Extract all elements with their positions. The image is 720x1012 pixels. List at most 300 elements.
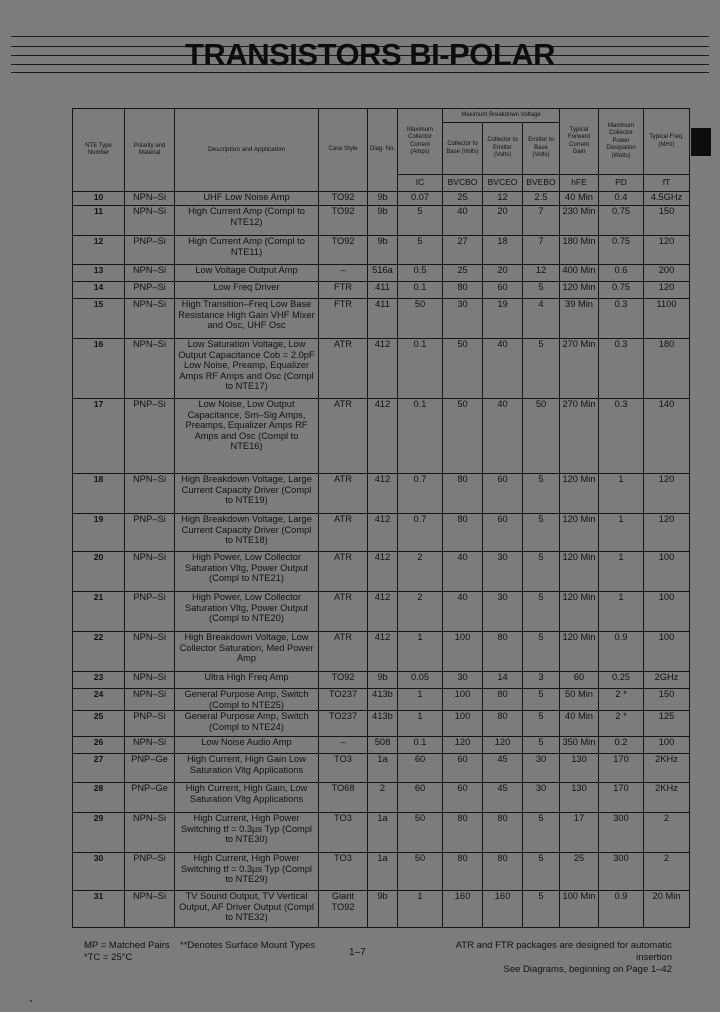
cell-bvceo: 80 [483, 813, 523, 853]
cell-desc: Low Noise, Low Output Capacitance, Sm–Sig Amps, Preamps, Equalizer Amps RF Amps and Osc (Compl to NTE16) [175, 399, 319, 474]
cell-pd: 1 [599, 592, 644, 632]
cell-hfe: 17 [560, 813, 599, 853]
cell-bvebo: 5 [523, 552, 560, 592]
cell-case: ATR [319, 514, 368, 552]
cell-ft: 200 [644, 265, 690, 282]
cell-bvebo: 5 [523, 282, 560, 299]
cell-pd: 0.75 [599, 236, 644, 265]
cell-hfe: 350 Min [560, 737, 599, 754]
cell-bvceo: 80 [483, 689, 523, 711]
cell-pd: 0.75 [599, 282, 644, 299]
cell-nte: 17 [73, 399, 125, 474]
cell-bvceo: 60 [483, 514, 523, 552]
cell-ic: 0.1 [398, 282, 443, 299]
cell-bvebo: 30 [523, 783, 560, 813]
cell-bvcbo: 50 [443, 339, 483, 399]
cell-pol: PNP–Si [125, 236, 175, 265]
cell-pol: NPN–Si [125, 265, 175, 282]
cell-case: TO3 [319, 754, 368, 783]
cell-pol: NPN–Si [125, 299, 175, 339]
cell-pol: PNP–Si [125, 514, 175, 552]
cell-ft: 2GHz [644, 672, 690, 689]
cell-bvebo: 5 [523, 632, 560, 672]
cell-bvebo: 4 [523, 299, 560, 339]
cell-desc: High Breakdown Voltage, Large Current Capacity Driver (Compl to NTE18) [175, 514, 319, 552]
cell-hfe: 120 Min [560, 474, 599, 514]
cell-diag: 1a [368, 754, 398, 783]
cell-ic: 0.05 [398, 672, 443, 689]
cell-case: TO92 [319, 192, 368, 206]
surface-mount-note: **Denotes Surface Mount Types [180, 940, 316, 951]
col-header-breakdown-group: Maximum Breakdown Voltage [443, 109, 560, 123]
cell-bvcbo: 27 [443, 236, 483, 265]
cell-pd: 300 [599, 813, 644, 853]
cell-bvebo: 12 [523, 265, 560, 282]
table-row [73, 474, 690, 514]
symbol-bvceo: BVCEO [483, 175, 523, 192]
cell-hfe: 120 Min [560, 632, 599, 672]
table-row [73, 236, 690, 265]
cell-case: TO3 [319, 853, 368, 891]
cell-hfe: 120 Min [560, 282, 599, 299]
cell-desc: High Current, High Power Switching tf = 0.3µs Typ (Compl to NTE30) [175, 813, 319, 853]
cell-diag: 412 [368, 514, 398, 552]
table-row [73, 399, 690, 474]
cell-diag: 412 [368, 632, 398, 672]
cell-bvebo: 3 [523, 672, 560, 689]
matched-pairs-note: MP = Matched Pairs [84, 940, 170, 951]
cell-pol: PNP–Ge [125, 783, 175, 813]
cell-desc: General Purpose Amp, Switch (Compl to NTE24) [175, 711, 319, 737]
col-header-polarity: Polarity and Material [125, 109, 175, 192]
cell-ic: 1 [398, 711, 443, 737]
cell-desc: Low Voltage Output Amp [175, 265, 319, 282]
cell-bvebo: 50 [523, 399, 560, 474]
cell-diag: 9b [368, 891, 398, 928]
table-row [73, 339, 690, 399]
cell-diag: 2 [368, 783, 398, 813]
cell-pd: 0.9 [599, 891, 644, 928]
cell-nte: 29 [73, 813, 125, 853]
cell-bvcbo: 50 [443, 399, 483, 474]
cell-bvceo: 120 [483, 737, 523, 754]
cell-desc: High Current Amp (Compl to NTE12) [175, 206, 319, 236]
col-header-nte: NTE Type Number [73, 109, 125, 192]
cell-desc: High Current, High Gain Low Saturation Vltg Applications [175, 754, 319, 783]
cell-desc: Low Freq Driver [175, 282, 319, 299]
cell-ft: 120 [644, 236, 690, 265]
table-row [73, 514, 690, 552]
cell-pd: 0.2 [599, 737, 644, 754]
cell-diag: 413b [368, 689, 398, 711]
table-row [73, 737, 690, 754]
cell-ft: 2 [644, 853, 690, 891]
cell-ft: 100 [644, 592, 690, 632]
cell-case: ATR [319, 592, 368, 632]
cell-ft: 100 [644, 632, 690, 672]
symbol-ft: fT [644, 175, 690, 192]
cell-case: TO3 [319, 813, 368, 853]
cell-ic: 0.1 [398, 737, 443, 754]
cell-bvceo: 80 [483, 632, 523, 672]
cell-pol: NPN–Si [125, 813, 175, 853]
cell-diag: 411 [368, 299, 398, 339]
cell-case: ATR [319, 399, 368, 474]
cell-bvebo: 30 [523, 754, 560, 783]
cell-bvceo: 60 [483, 474, 523, 514]
cell-desc: High Current Amp (Compl to NTE11) [175, 236, 319, 265]
cell-bvebo: 5 [523, 339, 560, 399]
cell-bvcbo: 80 [443, 813, 483, 853]
page-title: TRANSISTORS BI-POLAR [185, 37, 556, 72]
cell-pol: NPN–Si [125, 474, 175, 514]
cell-pol: PNP–Si [125, 711, 175, 737]
table-row [73, 299, 690, 339]
cell-hfe: 400 Min [560, 265, 599, 282]
cell-bvceo: 80 [483, 711, 523, 737]
cell-case: FTR [319, 299, 368, 339]
cell-ic: 0.1 [398, 339, 443, 399]
cell-ic: 2 [398, 592, 443, 632]
cell-bvebo: 2.5 [523, 192, 560, 206]
cell-hfe: 120 Min [560, 514, 599, 552]
cell-bvcbo: 40 [443, 552, 483, 592]
cell-nte: 30 [73, 853, 125, 891]
cell-bvcbo: 80 [443, 282, 483, 299]
cell-desc: Low Saturation Voltage, Low Output Capacitance Cob = 2.0pF Low Noise, Preamp, Equalizer Amps RF Amps and Osc (Compl to NTE17) [175, 339, 319, 399]
cell-pol: NPN–Si [125, 689, 175, 711]
cell-bvceo: 40 [483, 339, 523, 399]
cell-desc: High Current, High Power Switching tf = 0.3µs Typ (Compl to NTE29) [175, 853, 319, 891]
cell-bvcbo: 60 [443, 783, 483, 813]
col-header-ic: Maximum Collector Current (Amps) [398, 109, 443, 175]
cell-hfe: 230 Min [560, 206, 599, 236]
cell-nte: 19 [73, 514, 125, 552]
cell-hfe: 50 Min [560, 689, 599, 711]
cell-bvcbo: 30 [443, 299, 483, 339]
cell-hfe: 270 Min [560, 399, 599, 474]
cell-desc: TV Sound Output, TV Vertical Output, AF Driver Output (Compl to NTE32) [175, 891, 319, 928]
cell-ft: 2 [644, 813, 690, 853]
cell-case: TO92 [319, 236, 368, 265]
cell-nte: 13 [73, 265, 125, 282]
cell-ft: 150 [644, 206, 690, 236]
cell-pd: 0.75 [599, 206, 644, 236]
cell-ft: 2KHz [644, 754, 690, 783]
cell-ic: 60 [398, 783, 443, 813]
cell-desc: High Transition–Freq Low Base Resistance High Gain VHF Mixer and Osc, UHF Osc [175, 299, 319, 339]
page-number: 1–7 [349, 947, 366, 958]
cell-nte: 23 [73, 672, 125, 689]
cell-desc: General Purpose Amp, Switch (Compl to NTE25) [175, 689, 319, 711]
cell-case: TO68 [319, 783, 368, 813]
col-header-bvceo: Collector to Emitter (Volts) [483, 123, 523, 175]
cell-pd: 1 [599, 474, 644, 514]
cell-bvebo: 5 [523, 592, 560, 632]
cell-bvcbo: 25 [443, 265, 483, 282]
cell-hfe: 130 [560, 754, 599, 783]
cell-bvcbo: 100 [443, 689, 483, 711]
cell-nte: 14 [73, 282, 125, 299]
cell-bvcbo: 40 [443, 206, 483, 236]
col-header-ft: Typical Freq. (MHz) [644, 109, 690, 175]
cell-pd: 1 [599, 552, 644, 592]
cell-pd: 0.3 [599, 339, 644, 399]
table-body [73, 192, 690, 928]
cell-diag: 9b [368, 192, 398, 206]
cell-ft: 20 Min [644, 891, 690, 928]
cell-ft: 120 [644, 282, 690, 299]
cell-bvceo: 80 [483, 853, 523, 891]
cell-ic: 0.07 [398, 192, 443, 206]
cell-nte: 21 [73, 592, 125, 632]
col-header-case: Case Style [319, 109, 368, 192]
cell-ic: 1 [398, 689, 443, 711]
cell-case: – [319, 265, 368, 282]
cell-bvceo: 14 [483, 672, 523, 689]
section-tab-marker [691, 128, 711, 156]
cell-bvceo: 45 [483, 754, 523, 783]
cell-ic: 1 [398, 891, 443, 928]
cell-bvebo: 7 [523, 236, 560, 265]
cell-case: TO92 [319, 206, 368, 236]
cell-nte: 16 [73, 339, 125, 399]
col-header-diag: Diag. No. [368, 109, 398, 192]
cell-pd: 0.4 [599, 192, 644, 206]
cell-hfe: 60 [560, 672, 599, 689]
cell-bvebo: 5 [523, 514, 560, 552]
cell-case: TO237 [319, 711, 368, 737]
cell-bvcbo: 80 [443, 853, 483, 891]
cell-desc: High Power, Low Collector Saturation Vltg, Power Output (Compl to NTE21) [175, 552, 319, 592]
cell-diag: 1a [368, 853, 398, 891]
symbol-pd: PD [599, 175, 644, 192]
cell-case: FTR [319, 282, 368, 299]
cell-bvcbo: 100 [443, 711, 483, 737]
cell-ft: 180 [644, 339, 690, 399]
cell-diag: 1a [368, 813, 398, 853]
cell-nte: 10 [73, 192, 125, 206]
cell-bvcbo: 120 [443, 737, 483, 754]
table-row [73, 754, 690, 783]
table-header [73, 109, 690, 192]
cell-bvebo: 5 [523, 689, 560, 711]
cell-ft: 120 [644, 514, 690, 552]
cell-nte: 11 [73, 206, 125, 236]
cell-desc: High Breakdown Voltage, Large Current Capacity Driver (Compl to NTE19) [175, 474, 319, 514]
cell-pd: 0.6 [599, 265, 644, 282]
cell-bvebo: 5 [523, 891, 560, 928]
cell-nte: 24 [73, 689, 125, 711]
cell-case: Giant TO92 [319, 891, 368, 928]
cell-pd: 1 [599, 514, 644, 552]
cell-ic: 0.5 [398, 265, 443, 282]
cell-bvebo: 5 [523, 711, 560, 737]
table-row [73, 592, 690, 632]
cell-bvebo: 5 [523, 813, 560, 853]
cell-bvebo: 5 [523, 853, 560, 891]
cell-diag: 412 [368, 552, 398, 592]
cell-bvcbo: 30 [443, 672, 483, 689]
cell-hfe: 130 [560, 783, 599, 813]
cell-bvceo: 20 [483, 265, 523, 282]
cell-pd: 300 [599, 853, 644, 891]
cell-hfe: 180 Min [560, 236, 599, 265]
cell-nte: 26 [73, 737, 125, 754]
diagrams-note: See Diagrams, beginning on Page 1–42 [503, 964, 672, 975]
cell-nte: 20 [73, 552, 125, 592]
table-row [73, 711, 690, 737]
cell-nte: 27 [73, 754, 125, 783]
cell-desc: High Current, High Gain, Low Saturation Vltg Applications [175, 783, 319, 813]
table-row [73, 813, 690, 853]
col-header-pd: Maximum Collector Power Dissipation (Watts) [599, 109, 644, 175]
cell-diag: 412 [368, 592, 398, 632]
cell-bvcbo: 60 [443, 754, 483, 783]
cell-pd: 170 [599, 754, 644, 783]
cell-hfe: 120 Min [560, 592, 599, 632]
cell-bvebo: 5 [523, 474, 560, 514]
cell-bvcbo: 25 [443, 192, 483, 206]
cell-hfe: 39 Min [560, 299, 599, 339]
cell-pol: PNP–Si [125, 853, 175, 891]
cell-pd: 0.9 [599, 632, 644, 672]
cell-ic: 1 [398, 632, 443, 672]
cell-pd: 2 * [599, 689, 644, 711]
table-row [73, 552, 690, 592]
cell-desc: Low Noise Audio Amp [175, 737, 319, 754]
cell-desc: High Breakdown Voltage, Low Collector Saturation, Med Power Amp [175, 632, 319, 672]
cell-pol: NPN–Si [125, 192, 175, 206]
cell-pol: PNP–Ge [125, 754, 175, 783]
symbol-ic: IC [398, 175, 443, 192]
cell-diag: 9b [368, 236, 398, 265]
cell-ft: 4.5GHz [644, 192, 690, 206]
cell-pd: 0.25 [599, 672, 644, 689]
cell-bvcbo: 100 [443, 632, 483, 672]
cell-pol: NPN–Si [125, 339, 175, 399]
cell-pol: NPN–Si [125, 672, 175, 689]
cell-desc: UHF Low Noise Amp [175, 192, 319, 206]
cell-hfe: 40 Min [560, 192, 599, 206]
cell-nte: 25 [73, 711, 125, 737]
cell-ft: 125 [644, 711, 690, 737]
symbol-hfe: hFE [560, 175, 599, 192]
cell-hfe: 25 [560, 853, 599, 891]
table-row [73, 672, 690, 689]
col-header-hfe: Typical Forward Current Gain [560, 109, 599, 175]
cell-pd: 2 * [599, 711, 644, 737]
cell-diag: 9b [368, 672, 398, 689]
insertion-note: ATR and FTR packages are designed for automatic insertion [455, 940, 672, 963]
cell-ft: 140 [644, 399, 690, 474]
cell-bvceo: 19 [483, 299, 523, 339]
table-row [73, 853, 690, 891]
cell-pd: 0.3 [599, 399, 644, 474]
cell-ic: 0.1 [398, 399, 443, 474]
table-row [73, 265, 690, 282]
scan-speck [30, 1000, 32, 1002]
cell-nte: 12 [73, 236, 125, 265]
table-row [73, 192, 690, 206]
cell-case: TO237 [319, 689, 368, 711]
table-row [73, 282, 690, 299]
cell-ft: 100 [644, 552, 690, 592]
cell-desc: High Power, Low Collector Saturation Vltg, Power Output (Compl to NTE20) [175, 592, 319, 632]
cell-ft: 1100 [644, 299, 690, 339]
symbol-bvcbo: BVCBO [443, 175, 483, 192]
cell-pol: NPN–Si [125, 737, 175, 754]
table-row [73, 632, 690, 672]
cell-case: ATR [319, 552, 368, 592]
cell-ft: 2KHz [644, 783, 690, 813]
cell-pol: NPN–Si [125, 206, 175, 236]
cell-diag: 412 [368, 339, 398, 399]
cell-bvceo: 20 [483, 206, 523, 236]
cell-case: TO92 [319, 672, 368, 689]
cell-bvcbo: 80 [443, 474, 483, 514]
cell-diag: 516a [368, 265, 398, 282]
col-header-bvebo: Emitter to Base (Volts) [523, 123, 560, 175]
cell-bvceo: 45 [483, 783, 523, 813]
cell-diag: 412 [368, 399, 398, 474]
cell-pol: NPN–Si [125, 552, 175, 592]
cell-bvceo: 30 [483, 552, 523, 592]
cell-bvceo: 60 [483, 282, 523, 299]
cell-desc: Ultra High Freq Amp [175, 672, 319, 689]
cell-hfe: 270 Min [560, 339, 599, 399]
cell-case: ATR [319, 632, 368, 672]
cell-bvceo: 40 [483, 399, 523, 474]
cell-bvcbo: 40 [443, 592, 483, 632]
cell-ic: 0.7 [398, 514, 443, 552]
cell-bvceo: 30 [483, 592, 523, 632]
cell-diag: 411 [368, 282, 398, 299]
cell-pd: 170 [599, 783, 644, 813]
col-header-bvcbo: Collector to Base (Volts) [443, 123, 483, 175]
cell-diag: 413b [368, 711, 398, 737]
cell-nte: 31 [73, 891, 125, 928]
table-row [73, 783, 690, 813]
cell-pol: NPN–Si [125, 891, 175, 928]
cell-ic: 5 [398, 206, 443, 236]
cell-ft: 100 [644, 737, 690, 754]
cell-bvcbo: 80 [443, 514, 483, 552]
cell-bvceo: 160 [483, 891, 523, 928]
cell-ic: 60 [398, 754, 443, 783]
cell-diag: 412 [368, 474, 398, 514]
cell-diag: 508 [368, 737, 398, 754]
cell-bvebo: 5 [523, 737, 560, 754]
cell-case: ATR [319, 339, 368, 399]
cell-ic: 50 [398, 853, 443, 891]
cell-pol: PNP–Si [125, 282, 175, 299]
cell-diag: 9b [368, 206, 398, 236]
footer-notes-left [84, 940, 170, 964]
footer-notes-right [420, 940, 672, 976]
cell-case: – [319, 737, 368, 754]
temperature-note: *TC = 25°C [84, 952, 133, 963]
cell-ic: 50 [398, 813, 443, 853]
cell-nte: 22 [73, 632, 125, 672]
cell-nte: 18 [73, 474, 125, 514]
cell-ic: 50 [398, 299, 443, 339]
cell-bvceo: 12 [483, 192, 523, 206]
cell-case: ATR [319, 474, 368, 514]
cell-nte: 15 [73, 299, 125, 339]
cell-ft: 150 [644, 689, 690, 711]
cell-hfe: 120 Min [560, 552, 599, 592]
